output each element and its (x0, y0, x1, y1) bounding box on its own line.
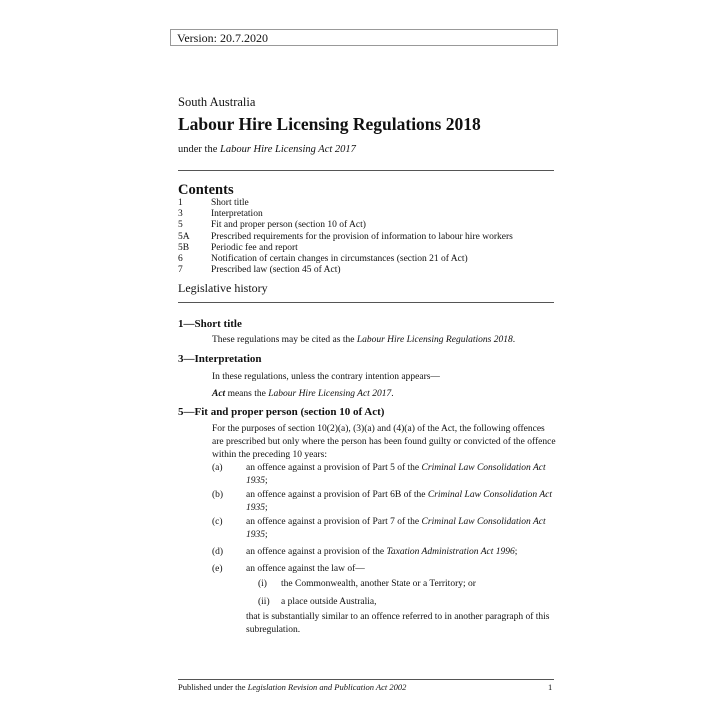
toc-entry[interactable] (178, 220, 558, 231)
toc-entry[interactable] (178, 198, 558, 209)
footer-divider (178, 679, 554, 680)
version-label: Version: 20.7.2020 (170, 29, 558, 46)
under-prefix: under the (178, 144, 220, 155)
toc-entry[interactable] (178, 254, 558, 265)
toc-entry-title: Short title (211, 198, 249, 208)
contents-heading: Contents (178, 182, 234, 198)
section-3-intro: In these regulations, unless the contrary intention appears— (212, 372, 440, 382)
toc-entry[interactable] (178, 243, 558, 254)
toc-entry-number: 6 (178, 254, 183, 265)
section-1-text: These regulations may be cited as the Labour Hire Licensing Regulations 2018. (212, 335, 516, 345)
toc-entry-number: 3 (178, 209, 183, 220)
section-5-intro: For the purposes of section 10(2)(a), (3)(a) and (4)(a) of the Act, the following offences are prescribed but only where the person has been found guilty or convicted of the offence within the preceding 10 years: (212, 424, 556, 460)
sub-item-i: (i) the Commonwealth, another State or a Territory; or (258, 579, 476, 589)
toc-entry-number: 7 (178, 265, 183, 276)
list-item: (c) an offence against a provision of Part 7 of the Criminal Law Consolidation Act 1935; (212, 517, 546, 540)
section-5-heading: 5—Fit and proper person (section 10 of Act) (178, 406, 385, 418)
toc-entry-title: Fit and proper person (section 10 of Act) (211, 220, 366, 231)
list-item: (b) an offence against a provision of Part 6B of the Criminal Law Consolidation Act 1935; (212, 490, 552, 513)
table-of-contents (178, 198, 558, 276)
toc-entry-title: Prescribed law (section 45 of Act) (211, 265, 341, 276)
toc-entry-title: Prescribed requirements for the provision of information to labour hire workers (211, 231, 513, 242)
toc-entry[interactable] (178, 265, 558, 276)
divider (178, 302, 554, 303)
section-5-closing: that is substantially similar to an offence referred to in another paragraph of this subregulation. (246, 612, 550, 635)
jurisdiction: South Australia (178, 95, 256, 109)
section-1-heading: 1—Short title (178, 318, 242, 330)
section-3-definition: Act means the Labour Hire Licensing Act 2017. (212, 389, 394, 399)
toc-entry[interactable] (178, 209, 558, 220)
section-3-heading: 3—Interpretation (178, 353, 262, 365)
list-item: (d) an offence against a provision of the Taxation Administration Act 1996; (212, 547, 518, 557)
enabling-act-line (178, 144, 356, 155)
sub-item-ii: (ii) a place outside Australia, (258, 597, 377, 607)
document-title: Labour Hire Licensing Regulations 2018 (178, 114, 481, 134)
toc-entry-number: 5B (178, 242, 190, 253)
toc-entry-title: Notification of certain changes in circumstances (section 21 of Act) (211, 254, 468, 265)
toc-entry-number: 5 (178, 220, 183, 231)
toc-entry-title: Periodic fee and report (211, 242, 298, 253)
toc-entry[interactable] (178, 232, 558, 243)
toc-entry-title: Interpretation (211, 209, 263, 220)
legislative-history-link[interactable]: Legislative history (178, 281, 268, 295)
toc-entry-number: 5A (178, 231, 190, 242)
divider (178, 170, 554, 171)
list-item: (a) an offence against a provision of Part 5 of the Criminal Law Consolidation Act 1935; (212, 463, 546, 486)
page-number: 1 (548, 682, 553, 692)
list-item: (e) an offence against the law of— (212, 564, 365, 574)
footer-publication-note: Published under the Legislation Revision and Publication Act 2002 (178, 682, 407, 692)
toc-entry-number: 1 (178, 198, 183, 208)
enabling-act-link[interactable]: Labour Hire Licensing Act 2017 (220, 144, 356, 155)
